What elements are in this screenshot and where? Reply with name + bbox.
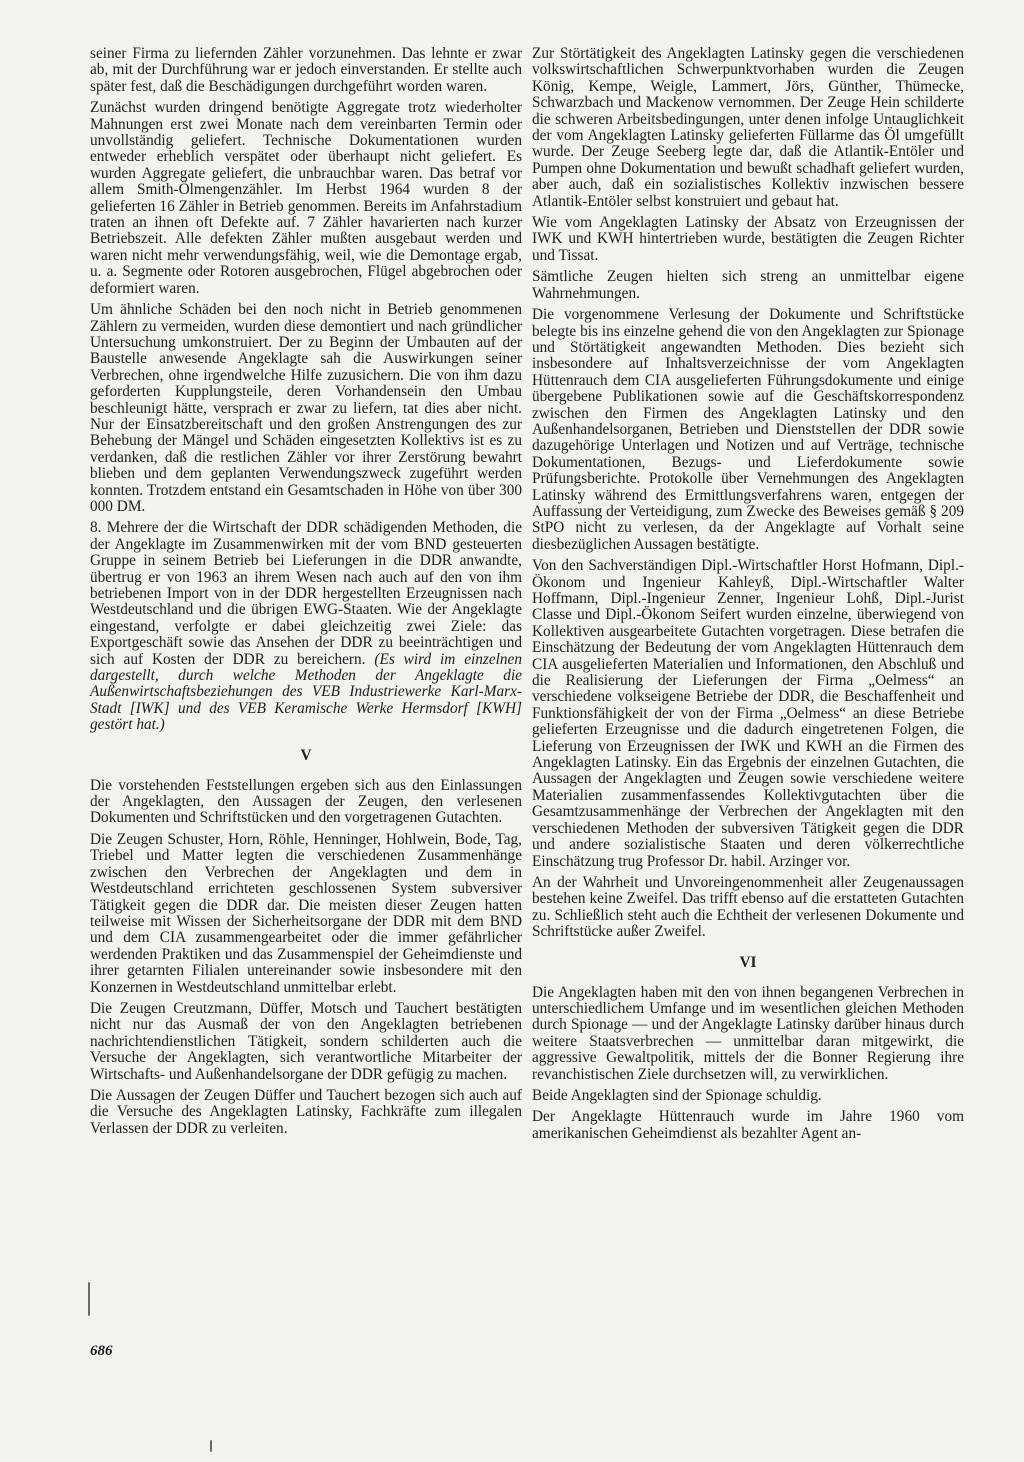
paragraph-with-italic-note <box>90 520 522 733</box>
paragraph: Die vorgenommene Verlesung der Dokumente und Schriftstücke belegte bis ins einzelne gehend die von den Angeklagten zur Spionage und Störtätigkeit angewandten Methoden. Dies bezieht sich insbesondere auf Inhaltsverzeichnisse der vom Angeklagten Hüttenrauch dem CIA ausgelieferten Führungsdokumente und einige übergebene Publikationen sowie auf die Geschäftskorrespondenz zwischen den Firmen des Angeklagten Latinsky und den Außenhandelsorganen, Betrieben und Dienststellen der DDR sowie dazugehörige Unterlagen und Notizen und auf Verträge, technische Dokumentationen, Bezugs- und Lieferdokumente sowie Prüfungsberichte. Protokolle über Vernehmungen des Angeklagten Latinsky während des Ermittlungsverfahrens waren, entgegen der Auffassung der Verteidigung, zum Zwecke des Beweises gemäß § 209 StPO nicht zu verlesen, da der Angeklagte auf Vorhalt seine diesbezüglichen Aussagen bestätigte. <box>532 306 964 553</box>
paragraph: Der Angeklagte Hüttenrauch wurde im Jahre 1960 vom amerikanischen Geheimdienst als bezahlter Agent an- <box>532 1108 964 1142</box>
section-heading-vi: VI <box>739 953 757 971</box>
paragraph: Wie vom Angeklagten Latinsky der Absatz von Erzeugnissen der IWK und KWH hintertrieben wurde, bestätigten die Zeugen Richter und Tissat. <box>532 214 964 264</box>
paragraph: Die vorstehenden Feststellungen ergeben sich aus den Einlassungen der Angeklagten, den Aussagen der Zeugen, den verlesenen Dokumenten und Schriftstücken und den vorgetragenen Gutachten. <box>90 776 522 827</box>
paragraph: Die Angeklagten haben mit den von ihnen begangenen Verbrechen in unterschiedlichem Umfange und im wesentlichen gleichen Methoden durch Spionage — und der Angeklagte Latinsky darüber hinaus durch weitere Staatsverbrechen — unmittelbar daran mitgewirkt, die aggressive Gewaltpolitik, mittels der die Bonner Regierung ihre revanchistischen Ziele durchsetzen will, zu verwirklichen. <box>532 983 964 1083</box>
paragraph: Die Aussagen der Zeugen Düffer und Tauchert bezogen sich auch auf die Versuche des Angeklagten Latinsky, Fachkräfte zum illegalen Verlassen der DDR zu verleiten. <box>90 1086 522 1137</box>
paragraph: Von den Sachverständigen Dipl.-Wirtschaftler Horst Hofmann, Dipl.-Ökonom und Ingenieur Kahleyß, Dipl.-Wirtschaftler Walter Hoffmann, Dipl.-Ingenieur Zenner, Ingenieur Lohß, Dipl.-Jurist Classe und Dipl.-Ökonom Seifert wurden einzelne, überwiegend von Kollektiven ausgearbeitete Gutachten vorgetragen. Diese betrafen die Einschätzung der Bedeutung der vom Angeklagten Hüttenrauch dem CIA ausgelieferten Materialien und Informationen, den Abschluß und die Realisierung der Lieferungen der Firma „Oelmess“ an verschiedene volkseigene Betriebe der DDR, die Beschaffenheit und Funktionsfähigkeit der von der Firma „Oelmess“ an diese Betriebe gelieferten Erzeugnisse und die dadurch eingetretenen Folgen, die Lieferung von Erzeugnissen der IWK und KWH an die Firmen des Angeklagten Latinsky. Ein das Ergebnis der einzelnen Gutachten, die Aussagen der Angeklagten und Zeugen sowie verschiedene weitere Materialien zusammenfassendes Kollektivgutachten über die Gesamtzusammenhänge der Verbrechen der Angeklagten mit den verschiedenen Methoden der subversiven Tätigkeit gegen die DDR und andere sozialistische Staaten und deren völkerrechtliche Einschätzung trug Professor Dr. habil. Arzinger vor. <box>532 557 964 870</box>
scan-mark <box>88 1282 90 1316</box>
left-column <box>90 46 522 1142</box>
section-heading-v: V <box>300 746 312 764</box>
paragraph: Um ähnliche Schäden bei den noch nicht in Betrieb genommenen Zählern zu vermeiden, wurden diese demontiert und nach gründlicher Untersuchung umkonstruiert. Der zu Beginn der Umbauten auf der Baustelle anwesende Angeklagte sah die Auswirkungen seiner Verbrechen, ohne irgendwelche Hilfe zuzusichern. Die von ihm dazu geforderten Kupplungsteile, deren Vorhandensein den Umbau beschleunigt hätte, versprach er zwar zu liefern, tat dies aber nicht. Nur der Einsatzbereitschaft und den großen Anstrengungen des zur Behebung der Mängel und Schäden eingesetzten Kollektivs ist es zu verdanken, daß die restlichen Zähler vor ihrer Zerstörung bewahrt blieben und dem geplanten Verwendungszweck zugeführt werden konnten. Trotzdem entstand ein Gesamtschaden in Höhe von über 300 000 DM. <box>90 301 522 515</box>
paragraph: Beide Angeklagten sind der Spionage schuldig. <box>532 1086 822 1104</box>
paragraph: An der Wahrheit und Unvoreingenommenheit aller Zeugenaussagen bestehen keine Zweifel. Das trifft ebenso auf die erstatteten Gutachten zu. Schließlich steht auch die Echtheit der verlesenen Dokumente und Schriftstücke außer Zweifel. <box>532 873 964 941</box>
page-number: 686 <box>90 1343 113 1359</box>
paragraph: seiner Firma zu liefernden Zähler vorzunehmen. Das lehnte er zwar ab, mit der Durchführung war er jedoch einverstanden. Er stellte auch später fest, daß die Beschädigungen durchgeführt worden waren. <box>90 45 522 95</box>
paragraph: Die Zeugen Schuster, Horn, Röhle, Henninger, Hohlwein, Bode, Tag, Triebel und Matter legten die verschiedenen Zusammenhänge zwischen den Verbrechen der Angeklagten und dem in Westdeutschland errichteten geschlossenen System subversiver Tätigkeit gegen die DDR dar. Die meisten dieser Zeugen hatten teilweise mit Wissen der Sicherheitsorgane der DDR mit dem BND und dem CIA zusammengearbeitet oder die immer gefährlicher werdenden Praktiken und das Zusammenspiel der Geheimdienste und ihrer getarnten Filialen untereinander sowie insbesondere mit den Konzernen in Westdeutschland unmittelbar erlebt. <box>90 830 522 996</box>
paragraph: Zur Störtätigkeit des Angeklagten Latinsky gegen die verschiedenen volkswirtschaftlichen Schwerpunktvorhaben wurden die Zeugen König, Kempe, Weigle, Lammert, Jörs, Günther, Thümecke, Schwarzbach und Mackenow vernommen. Der Zeuge Hein schilderte die schweren Arbeitsbedingungen, unter denen infolge Untauglichkeit der vom Angeklagten Latinsky gelieferten Füllarme das Öl umgefüllt wurde. Der Zeuge Seeberg legte dar, daß die Atlantik-Entöler und Pumpen ohne Dokumentation und bewußt schadhaft geliefert wurden, aber auch, daß ein sozialistisches Kollektiv inzwischen bessere Atlantik-Entöler selbst konstruiert und gebaut hat. <box>532 45 964 210</box>
italic-note: (Es wird im einzelnen dargestellt, durch welche Methoden der Angeklagte die Außenwirtschaftsbeziehungen des VEB Industriewerke Karl-Marx-Stadt [IWK] und des VEB Keramische Werke Hermsdorf [KWH] gestört hat.) <box>90 650 522 734</box>
paragraph: Die Zeugen Creutzmann, Düffer, Motsch und Tauchert bestätigten nicht nur das Ausmaß der von den Angeklagten betriebenen nachrichtendienstlichen Tätigkeit, sondern schilderten auch die Versuche der Angeklagten, sich verantwortliche Mitarbeiter der Wirtschafts- und Außenhandelsorgane der DDR gefügig zu machen. <box>90 999 522 1083</box>
right-column <box>532 46 964 1147</box>
paragraph: Zunächst wurden dringend benötigte Aggregate trotz wiederholter Mahnungen erst zwei Monate nach dem vereinbarten Termin oder unvollständig geliefert. Technische Dokumentationen wurden entweder erheblich verspätet oder überhaupt nicht geliefert. Es wurden Aggregate geliefert, die unbrauchbar waren. Das betraf vor allem Smith-Ölmengenzähler. Im Herbst 1964 wurden 8 der gelieferten 16 Zähler in Betrieb genommen. Bereits im Anfahrstadium traten an ihnen oft Defekte auf. 7 Zähler havarierten nach kurzer Betriebszeit. Alle defekten Zähler mußten ausgebaut werden und waren nicht mehr verwendungsfähig, weil, wie die Demontage ergab, u. a. Segmente oder Rotoren ausgebrochen, Flügel abgebrochen oder deformiert waren. <box>90 99 522 297</box>
paragraph: Sämtliche Zeugen hielten sich streng an unmittelbar eigene Wahrnehmungen. <box>532 268 964 302</box>
paragraph-text: 8. Mehrere der die Wirtschaft der DDR schädigenden Methoden, die der Angeklagte im Zusammenwirken mit der vom BND gesteuerten Gruppe in seinem Betrieb bei Lieferungen in die DDR anwandte, übertrug er von 1963 an ihrem Wesen nach auch auf den von ihm betriebenen Import von in der DDR hergestellten Erzeugnissen nach Westdeutschland und die übrigen EWG-Staaten. Wie der Angeklagte eingestand, verfolgte er dabei gleichzeitig zwei Ziele: das Exportgeschäft sowie das Ansehen der DDR zu beeinträchtigen und sich auf Kosten der DDR zu bereichern. <box>90 519 522 668</box>
scan-mark <box>210 1440 212 1452</box>
